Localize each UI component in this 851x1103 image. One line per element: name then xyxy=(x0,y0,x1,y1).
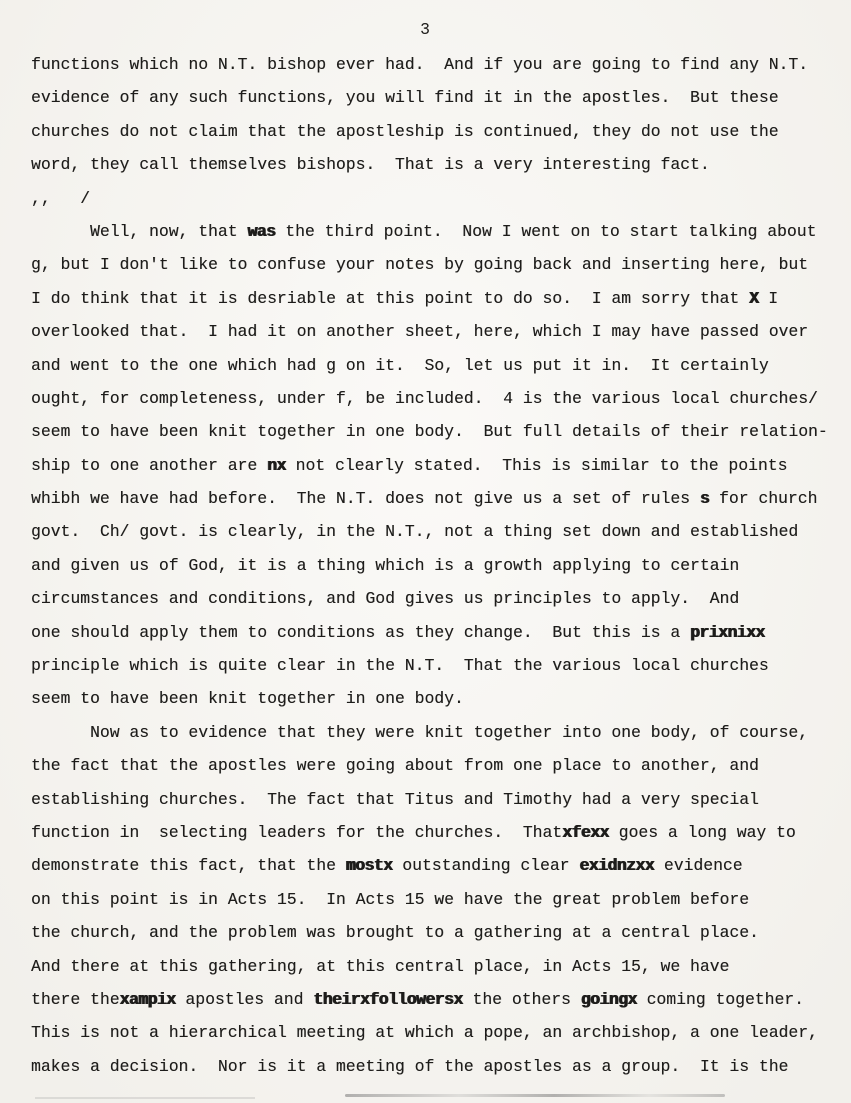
text-line xyxy=(31,883,831,916)
text-run: I xyxy=(758,288,779,308)
text-run: evidence of any such functions, you will find it in the apostles. But these xyxy=(31,88,779,108)
text-line xyxy=(31,549,831,582)
text-line xyxy=(31,449,831,482)
text-run: on this point is in Acts 15. In Acts 15 we have the great problem before xyxy=(31,889,750,909)
text-run: outstanding clear xyxy=(392,856,580,876)
text-line xyxy=(31,248,831,281)
text-run: This is not a hierarchical meeting at which a pope, an archbishop, a one leader, xyxy=(31,1023,818,1043)
text-line xyxy=(31,315,831,348)
text-run: there the xyxy=(31,989,120,1009)
text-run: one should apply them to conditions as they change. But this is a xyxy=(31,622,691,642)
overstruck-text: prixnixx xyxy=(690,622,765,642)
text-line xyxy=(31,282,831,315)
paragraph-3 xyxy=(31,716,831,1083)
overstruck-text: exidnzxx xyxy=(579,856,655,876)
text-run: and given us of God, it is a thing which is a growth applying to certain xyxy=(31,555,740,575)
text-run: for church xyxy=(709,489,818,509)
text-line xyxy=(31,649,831,682)
text-run: function in selecting leaders for the churches. That xyxy=(31,822,563,842)
overstruck-text: mostx xyxy=(345,856,393,876)
text-run: goes a long way to xyxy=(608,822,796,842)
text-run: the third point. Now I went on to start talking about xyxy=(275,221,817,241)
text-line xyxy=(31,81,831,114)
text-run: the church, and the problem was brought to a gathering at a central place. xyxy=(31,923,759,943)
text-line xyxy=(31,783,831,816)
text-line xyxy=(31,349,831,382)
text-run: whibh we have had before. The N.T. does not give us a set of rules xyxy=(31,489,700,509)
paragraph-1 xyxy=(31,48,831,215)
text-run: seem to have been knit together in one body. xyxy=(31,689,464,709)
text-run: govt. Ch/ govt. is clearly, in the N.T., not a thing set down and established xyxy=(31,522,799,542)
text-line xyxy=(31,816,831,849)
text-run: Now as to evidence that they were knit together into one body, of course, xyxy=(31,722,809,742)
text-run: overlooked that. I had it on another sheet, here, which I may have passed over xyxy=(31,322,809,342)
text-line xyxy=(31,616,831,649)
text-run: ship to one another are xyxy=(31,455,268,475)
text-run: ought, for completeness, under f, be included. 4 is the various local churches/ xyxy=(31,388,818,408)
text-run: word, they call themselves bishops. That is a very interesting fact. xyxy=(31,155,710,175)
text-line xyxy=(31,215,831,248)
text-line xyxy=(31,849,831,882)
text-line xyxy=(31,415,831,448)
overstruck-text: X xyxy=(749,288,759,308)
text-run: ,, / xyxy=(31,188,91,208)
page-number: 3 xyxy=(420,20,431,39)
text-line xyxy=(31,983,831,1016)
text-line xyxy=(31,1050,831,1083)
text-run: Well, now, that xyxy=(31,221,248,241)
text-run: seem to have been knit together in one body. But full details of their relation- xyxy=(31,422,828,442)
overstruck-text: theirxfollowersx xyxy=(313,989,463,1009)
paragraph-2 xyxy=(31,215,831,716)
text-line xyxy=(31,482,831,515)
text-run: And there at this gathering, at this central place, in Acts 15, we have xyxy=(31,956,730,976)
text-line xyxy=(31,182,831,215)
text-line xyxy=(31,749,831,782)
text-line xyxy=(31,582,831,615)
text-line xyxy=(31,1016,831,1049)
overstruck-text: xampix xyxy=(119,989,176,1009)
text-line xyxy=(31,48,831,81)
text-line xyxy=(31,115,831,148)
text-run: and went to the one which had g on it. So, let us put it in. It certainly xyxy=(31,355,769,375)
text-line xyxy=(31,515,831,548)
text-run: circumstances and conditions, and God gives us principles to apply. And xyxy=(31,589,740,609)
text-run: not clearly stated. This is similar to the points xyxy=(285,455,788,475)
text-run: demonstrate this fact, that the xyxy=(31,856,346,876)
text-line xyxy=(31,950,831,983)
text-line xyxy=(31,148,831,181)
text-run: functions which no N.T. bishop ever had. And if you are going to find any N.T. xyxy=(31,55,809,74)
text-line xyxy=(31,682,831,715)
text-run: establishing churches. The fact that Titus and Timothy had a very special xyxy=(31,789,759,809)
text-run: coming together. xyxy=(636,989,804,1009)
overstruck-text: goingx xyxy=(580,989,637,1009)
overstruck-text: xfexx xyxy=(562,822,609,842)
text-run: makes a decision. Nor is it a meeting of the apostles as a group. It is the xyxy=(31,1056,789,1076)
document-text xyxy=(31,48,831,1083)
text-run: apostles and xyxy=(175,989,314,1009)
scan-edge-artifact xyxy=(345,1094,725,1097)
overstruck-text: s xyxy=(699,489,710,509)
overstruck-text: was xyxy=(247,221,276,241)
text-run: the fact that the apostles were going about from one place to another, and xyxy=(31,756,759,776)
scan-edge-artifact xyxy=(35,1097,255,1099)
text-run: churches do not claim that the apostleship is continued, they do not use the xyxy=(31,121,779,141)
text-line xyxy=(31,382,831,415)
text-line xyxy=(31,716,831,749)
text-run: the others xyxy=(462,989,581,1009)
text-run: evidence xyxy=(654,856,743,876)
overstruck-text: nx xyxy=(267,455,286,475)
text-run: principle which is quite clear in the N.T. That the various local churches xyxy=(31,656,769,676)
text-run: I do think that it is desriable at this point to do so. I am sorry that xyxy=(31,288,750,308)
text-line xyxy=(31,916,831,949)
text-run: g, but I don't like to confuse your notes by going back and inserting here, but xyxy=(31,255,809,275)
